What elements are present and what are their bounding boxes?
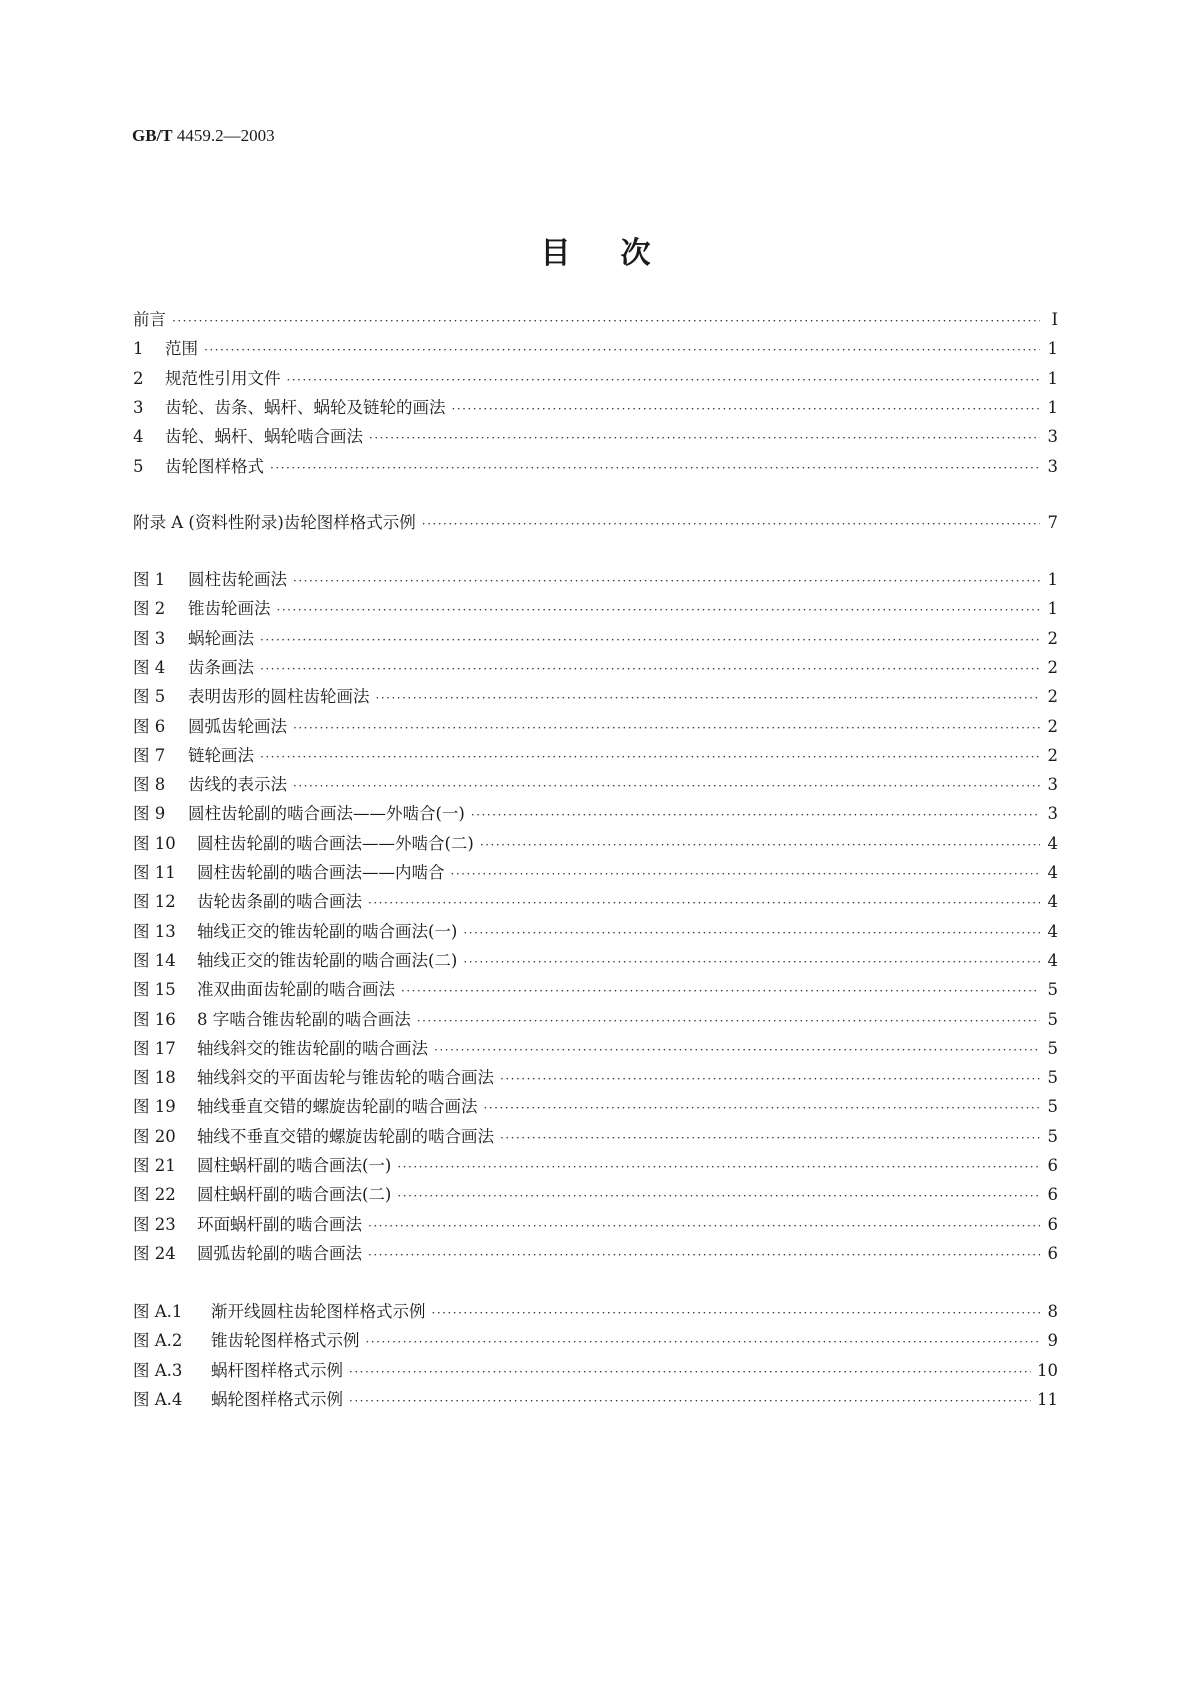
- toc-entry[interactable]: [133, 1066, 1058, 1090]
- toc-entry-page: 4: [1047, 950, 1058, 970]
- document-header: [132, 126, 275, 146]
- toc-entry-number: 图 18: [133, 1068, 176, 1088]
- toc-entry[interactable]: [133, 656, 1058, 680]
- dot-leader: [349, 1360, 1031, 1384]
- dot-leader: [349, 1389, 1031, 1413]
- toc-entry-label: 圆柱齿轮副的啮合画法——内啮合: [197, 863, 445, 882]
- toc-entry-page: 8: [1047, 1302, 1058, 1321]
- toc-entry-number: 图 10: [133, 833, 176, 853]
- toc-entry-page: 9: [1047, 1331, 1058, 1351]
- toc-entry[interactable]: [133, 861, 1058, 885]
- dot-leader: [471, 803, 1040, 827]
- dot-leader: [463, 921, 1040, 945]
- dot-leader: [293, 569, 1040, 593]
- toc-entry[interactable]: [133, 337, 1058, 361]
- toc-entry[interactable]: [133, 1037, 1058, 1061]
- toc-entry-label: 表明齿形的圆柱齿轮画法: [188, 687, 370, 707]
- toc-entry-page: 1: [1047, 397, 1058, 417]
- toc-entry-page: 5: [1047, 1097, 1058, 1117]
- toc-entry-label: 渐开线圆柱齿轮图样格式示例: [211, 1302, 426, 1321]
- toc-entry-number: 图 9: [133, 804, 166, 824]
- toc-entry-label: 链轮画法: [188, 745, 254, 765]
- toc-entry[interactable]: [133, 308, 1058, 332]
- dot-leader: [480, 833, 1040, 857]
- toc-entry-page: 2: [1047, 657, 1058, 677]
- toc-entry-label: 齿条画法: [188, 657, 254, 677]
- toc-entry-page: 1: [1047, 570, 1058, 589]
- dot-leader: [293, 774, 1040, 798]
- toc-entry-label: 齿轮、齿条、蜗杆、蜗轮及链轮的画法: [165, 397, 446, 417]
- toc-entry-label: 8 字啮合锥齿轮副的啮合画法: [197, 1009, 411, 1029]
- toc-entry-number: 图 23: [133, 1214, 176, 1234]
- toc-entry-page: 2: [1047, 745, 1058, 765]
- toc-entry-number: 2: [133, 368, 144, 388]
- toc-entry-page: 1: [1047, 599, 1058, 619]
- dot-leader: [432, 1301, 1041, 1325]
- toc-entry-page: 10: [1037, 1360, 1058, 1380]
- toc-entry-number: 图 6: [133, 716, 166, 736]
- dot-leader: [260, 657, 1040, 681]
- toc-entry-page: 6: [1047, 1243, 1058, 1263]
- toc-entry-number: 图 8: [133, 775, 166, 795]
- dot-leader: [417, 1009, 1040, 1033]
- toc-entry-number: 图 17: [133, 1038, 176, 1058]
- toc-entry-number: 图 A.3: [133, 1360, 183, 1380]
- toc-entry-label: 圆柱齿轮画法: [188, 570, 287, 589]
- toc-entry-label: 轴线垂直交错的螺旋齿轮副的啮合画法: [197, 1097, 478, 1117]
- toc-entry-label: 准双曲面齿轮副的啮合画法: [197, 980, 395, 1000]
- toc-entry-number: 图 14: [133, 950, 176, 970]
- toc-entry-page: 2: [1047, 716, 1058, 736]
- dot-leader: [376, 686, 1041, 710]
- toc-entry-page: 2: [1047, 687, 1058, 707]
- toc-entry-page: 3: [1047, 775, 1058, 795]
- toc-entry-number: 图 16: [133, 1009, 176, 1029]
- toc-entry-page: 1: [1047, 339, 1058, 359]
- toc-entry-page: 3: [1047, 456, 1058, 476]
- toc-entry[interactable]: [133, 425, 1058, 449]
- toc-entry[interactable]: [133, 832, 1058, 856]
- toc-entry-page: 11: [1037, 1389, 1058, 1409]
- dot-leader: [172, 309, 1040, 333]
- toc-entry-label: 圆弧齿轮画法: [188, 716, 287, 736]
- toc-entry-page: 3: [1047, 427, 1058, 447]
- toc-entry[interactable]: [133, 511, 1058, 535]
- toc-entry[interactable]: [133, 1125, 1058, 1149]
- toc-entry-number: 图 A.2: [133, 1331, 183, 1351]
- toc-entry[interactable]: [133, 978, 1058, 1002]
- toc-entry-label: 圆柱蜗杆副的啮合画法(二): [197, 1185, 392, 1205]
- toc-entry[interactable]: [133, 920, 1058, 944]
- toc-entry-number: 1: [133, 339, 144, 359]
- toc-entry-number: 图 21: [133, 1156, 176, 1175]
- toc-entry-number: 图 24: [133, 1243, 176, 1263]
- toc-entry-number: 图 2: [133, 599, 166, 619]
- dot-leader: [277, 598, 1041, 622]
- toc-entry-number: 4: [133, 427, 144, 447]
- toc-entry-number: 图 19: [133, 1097, 176, 1117]
- dot-leader: [397, 1184, 1040, 1208]
- dot-leader: [287, 368, 1041, 392]
- dot-leader: [366, 1330, 1041, 1354]
- toc-entry-label: 圆柱蜗杆副的啮合画法(一): [197, 1156, 392, 1175]
- toc-entry-number: 图 1: [133, 570, 166, 589]
- toc-entry-page: 5: [1047, 1009, 1058, 1029]
- toc-entry-page: 5: [1047, 1126, 1058, 1146]
- toc-entry-page: 6: [1047, 1185, 1058, 1205]
- toc-entry[interactable]: [133, 1213, 1058, 1237]
- toc-entry-number: 图 5: [133, 687, 166, 707]
- toc-entry-label: 范围: [165, 339, 198, 359]
- toc-entry-number: 图 4: [133, 657, 166, 677]
- dot-leader: [260, 628, 1040, 652]
- page-title: 目次: [540, 236, 701, 271]
- dot-leader: [369, 426, 1040, 450]
- toc-entry-page: 1: [1047, 368, 1058, 388]
- toc-entry-number: 图 3: [133, 628, 166, 648]
- toc-entry-label: 锥齿轮图样格式示例: [211, 1331, 360, 1351]
- toc-entry-page: 4: [1047, 863, 1058, 882]
- toc-entry[interactable]: [133, 1388, 1058, 1412]
- toc-entry[interactable]: [133, 1329, 1058, 1353]
- toc-entry[interactable]: [133, 773, 1058, 797]
- toc-entry[interactable]: [133, 1008, 1058, 1032]
- toc-entry[interactable]: [133, 597, 1058, 621]
- toc-entry-label: 齿轮齿条副的啮合画法: [197, 892, 362, 912]
- dot-leader: [270, 456, 1040, 480]
- toc-entry[interactable]: [133, 1300, 1058, 1324]
- toc-entry-label: 蜗轮图样格式示例: [211, 1389, 343, 1409]
- toc-entry-label: 齿轮图样格式: [165, 456, 264, 476]
- toc-entry-page: 7: [1047, 513, 1058, 532]
- toc-entry-page: 4: [1047, 833, 1058, 853]
- dot-leader: [451, 862, 1041, 886]
- toc-entry-label: 圆柱齿轮副的啮合画法——外啮合(二): [197, 833, 474, 853]
- dot-leader: [368, 1214, 1040, 1238]
- toc-entry-page: 5: [1047, 1068, 1058, 1088]
- dot-leader: [204, 338, 1040, 362]
- toc-entry-label: 前言: [133, 310, 166, 329]
- toc-entry-label: 轴线斜交的平面齿轮与锥齿轮的啮合画法: [197, 1068, 494, 1088]
- toc-entry[interactable]: [133, 949, 1058, 973]
- toc-entry-page: 6: [1047, 1214, 1058, 1234]
- toc-entry-label: 圆弧齿轮副的啮合画法: [197, 1243, 362, 1263]
- toc-entry-number: 图 20: [133, 1126, 176, 1146]
- toc-entry-page: I: [1051, 310, 1058, 329]
- dot-leader: [484, 1096, 1041, 1120]
- toc-entry-label: 轴线斜交的锥齿轮副的啮合画法: [197, 1038, 428, 1058]
- toc-entry-number: 图 22: [133, 1185, 176, 1205]
- toc-entry-label: 蜗杆图样格式示例: [211, 1360, 343, 1380]
- toc-entry-label: 圆柱齿轮副的啮合画法——外啮合(一): [188, 804, 465, 824]
- toc-entry[interactable]: [133, 1095, 1058, 1119]
- dot-leader: [452, 397, 1041, 421]
- standard-code: GB/T: [132, 126, 173, 145]
- toc-entry-label: 齿轮、蜗杆、蜗轮啮合画法: [165, 427, 363, 447]
- toc-entry-label: 蜗轮画法: [188, 628, 254, 648]
- toc-entry-page: 4: [1047, 892, 1058, 912]
- toc-entry-label: 轴线正交的锥齿轮副的啮合画法(二): [197, 950, 458, 970]
- toc-entry-number: 图 11: [133, 863, 176, 882]
- dot-leader: [463, 950, 1040, 974]
- toc-entry[interactable]: [133, 568, 1058, 592]
- dot-leader: [293, 716, 1040, 740]
- toc-entry[interactable]: [133, 744, 1058, 768]
- toc-entry[interactable]: [133, 890, 1058, 914]
- toc-entry[interactable]: [133, 367, 1058, 391]
- toc-entry-page: 2: [1047, 628, 1058, 648]
- dot-leader: [368, 1243, 1040, 1267]
- toc-entry[interactable]: [133, 455, 1058, 479]
- toc-entry-number: 5: [133, 456, 144, 476]
- toc-entry[interactable]: [133, 396, 1058, 420]
- toc-entry[interactable]: [133, 685, 1058, 709]
- dot-leader: [500, 1067, 1040, 1091]
- toc-entry[interactable]: [133, 1154, 1058, 1178]
- toc-entry[interactable]: [133, 802, 1058, 826]
- toc-entry-page: 5: [1047, 980, 1058, 1000]
- toc-entry-number: 图 12: [133, 892, 176, 912]
- toc-entry[interactable]: [133, 715, 1058, 739]
- toc-entry[interactable]: [133, 1183, 1058, 1207]
- toc-entry-number: 图 A.1: [133, 1302, 183, 1321]
- dot-leader: [368, 891, 1040, 915]
- toc-entry-number: 图 A.4: [133, 1389, 183, 1409]
- toc-entry[interactable]: [133, 1359, 1058, 1383]
- toc-entry-label: 附录 A (资料性附录)齿轮图样格式示例: [133, 513, 416, 532]
- toc-entry-label: 环面蜗杆副的啮合画法: [197, 1214, 362, 1234]
- standard-number: 4459.2—2003: [176, 126, 275, 145]
- toc-entry-label: 轴线不垂直交错的螺旋齿轮副的啮合画法: [197, 1126, 494, 1146]
- toc-entry-number: 3: [133, 397, 144, 417]
- dot-leader: [401, 979, 1040, 1003]
- toc-entry-page: 5: [1047, 1038, 1058, 1058]
- toc-entry-label: 齿线的表示法: [188, 775, 287, 795]
- toc-entry-page: 3: [1047, 804, 1058, 824]
- toc-entry[interactable]: [133, 1242, 1058, 1266]
- dot-leader: [260, 745, 1040, 769]
- toc-entry-page: 6: [1047, 1156, 1058, 1175]
- toc-entry[interactable]: [133, 627, 1058, 651]
- toc-entry-number: 图 15: [133, 980, 176, 1000]
- dot-leader: [422, 512, 1040, 536]
- toc-entry-label: 规范性引用文件: [165, 368, 281, 388]
- toc-entry-number: 图 7: [133, 745, 166, 765]
- toc-entry-label: 锥齿轮画法: [188, 599, 271, 619]
- toc-entry-label: 轴线正交的锥齿轮副的啮合画法(一): [197, 921, 458, 941]
- toc-entry-number: 图 13: [133, 921, 176, 941]
- dot-leader: [434, 1038, 1040, 1062]
- dot-leader: [500, 1126, 1040, 1150]
- dot-leader: [397, 1155, 1040, 1179]
- toc-entry-page: 4: [1047, 921, 1058, 941]
